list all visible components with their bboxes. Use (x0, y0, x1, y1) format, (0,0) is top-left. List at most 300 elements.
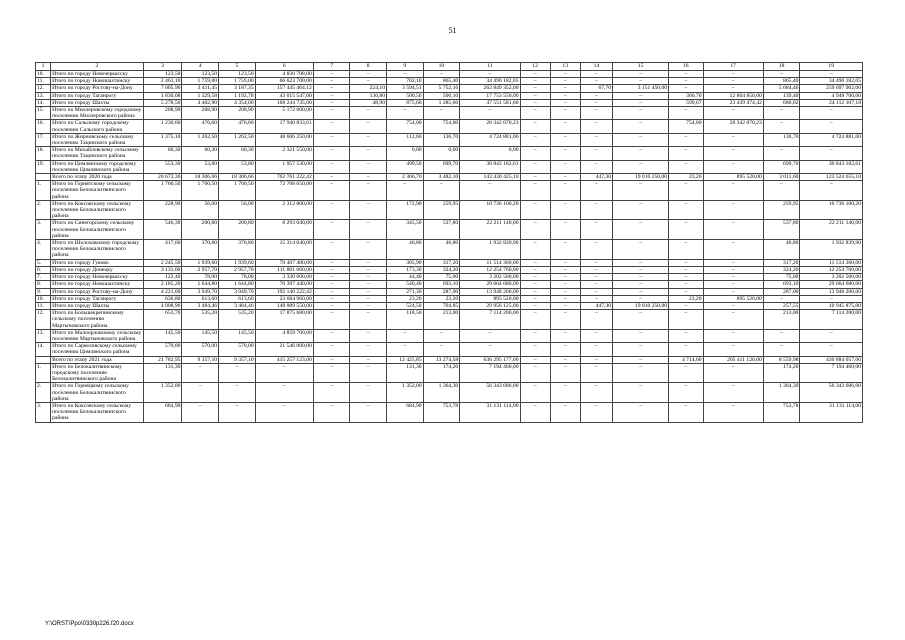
row-name-cell: Итого по городу Шахты (51, 302, 144, 309)
value-cell: 2 366,70 (387, 174, 424, 181)
value-cell: – (313, 147, 350, 160)
row-number-cell: 8. (36, 281, 51, 288)
value-cell: – (520, 120, 550, 133)
value-cell: – (350, 147, 387, 160)
table-row (36, 240, 863, 260)
value-cell: 3 330 600,00 (255, 274, 313, 281)
value-cell: 1 364,30 (763, 383, 800, 403)
value-cell: 131,30 (387, 363, 424, 383)
value-cell: 53,80 (182, 160, 219, 173)
row-number-cell: 1. (36, 181, 51, 201)
value-cell: – (313, 107, 350, 120)
value-cell: – (669, 402, 703, 422)
value-cell: – (550, 274, 580, 281)
value-cell: – (350, 363, 387, 383)
value-cell: 123,50 (182, 71, 219, 78)
value-cell: 4 221,00 (143, 288, 182, 295)
value-cell: 60,30 (182, 147, 219, 160)
value-cell: – (580, 402, 612, 422)
value-cell: – (313, 259, 350, 266)
value-cell: – (613, 288, 669, 295)
row-name-cell: Итого по городу Ростову-на-Дону (51, 288, 144, 295)
value-cell: 895 520,00 (703, 174, 763, 181)
value-cell: – (350, 200, 387, 220)
value-cell: – (580, 383, 612, 403)
value-cell: 1 352,00 (143, 383, 182, 403)
value-cell: – (703, 329, 763, 342)
value-cell: 1 760,50 (143, 181, 182, 201)
row-name-cell: Итого по городу Таганрогу (51, 295, 144, 302)
value-cell: – (613, 343, 669, 356)
value-cell: 0,00 (423, 147, 460, 160)
value-cell: – (520, 356, 550, 363)
value-cell: 168 244 735,00 (255, 99, 313, 106)
table-row (36, 78, 863, 85)
value-cell: – (219, 402, 256, 422)
value-cell: 78,00 (182, 274, 219, 281)
value-cell: – (255, 363, 313, 383)
value-cell: – (703, 181, 763, 201)
value-cell: 43 015 547,00 (255, 92, 313, 99)
value-cell: – (313, 310, 350, 330)
value-cell: – (387, 181, 424, 201)
value-cell: 570,00 (219, 343, 256, 356)
table-row (36, 71, 863, 78)
value-cell: – (313, 266, 350, 273)
value-cell: – (669, 71, 703, 78)
row-number-cell: 2. (36, 383, 51, 403)
row-name-cell: Итого по городу Таганрогу (51, 92, 144, 99)
column-header: 9 (387, 63, 424, 71)
value-cell: – (350, 274, 387, 281)
value-cell: 702,10 (387, 78, 424, 85)
value-cell: – (613, 92, 669, 99)
row-name-cell: Итого по Горнятскому сельскому поселению Белокалитвинского района (51, 181, 144, 201)
value-cell: 0,00 (460, 147, 520, 160)
value-cell: – (313, 174, 350, 181)
column-header: 3 (143, 63, 182, 71)
value-cell: – (550, 85, 580, 92)
value-cell: – (520, 71, 550, 78)
row-number-cell (36, 174, 51, 181)
value-cell: – (580, 266, 612, 273)
value-cell: 684,90 (387, 402, 424, 422)
value-cell: – (613, 99, 669, 106)
row-name-cell: Итого по Малоорловскому сельскому поселению Мартыновского района (52, 329, 142, 342)
value-cell: – (613, 220, 669, 240)
value-cell: 4 008,96 (143, 302, 182, 309)
value-cell: – (763, 329, 800, 342)
value-cell: 145,50 (143, 329, 182, 342)
value-cell: – (423, 181, 460, 201)
row-name-cell: Итого по Сальскому городскому поселению Сальского района (51, 120, 144, 133)
value-cell: 262 849 352,00 (460, 85, 520, 92)
value-cell: – (350, 181, 387, 201)
value-cell: – (350, 288, 387, 295)
value-cell: – (313, 71, 350, 78)
value-cell: – (580, 281, 612, 288)
value-cell: 172,90 (387, 200, 424, 220)
value-cell: – (313, 295, 350, 302)
value-cell: 754,00 (669, 120, 703, 133)
value-cell: – (703, 147, 763, 160)
value-cell: – (350, 343, 387, 356)
value-cell: – (703, 220, 763, 240)
value-cell: 537,80 (763, 220, 800, 240)
value-cell: 1 939,60 (219, 259, 256, 266)
value-cell: – (313, 200, 350, 220)
value-cell: 3 202 500,00 (800, 274, 863, 281)
value-cell: 613,60 (219, 295, 256, 302)
value-cell: – (613, 356, 669, 363)
value-cell: – (313, 302, 350, 309)
value-cell: – (520, 383, 550, 403)
value-cell: – (613, 160, 669, 173)
value-cell: – (800, 343, 863, 356)
value-cell: 75,00 (423, 274, 460, 281)
value-cell: 228,90 (143, 200, 182, 220)
value-cell: – (350, 133, 387, 146)
value-cell: 324,20 (763, 266, 800, 273)
value-cell: 447,30 (580, 302, 612, 309)
value-cell: – (550, 266, 580, 273)
value-cell: 174,20 (763, 363, 800, 383)
value-cell: 19 010 250,00 (613, 302, 669, 309)
value-cell: 415 257 123,00 (255, 356, 313, 363)
value-cell: – (800, 329, 863, 342)
value-cell: – (580, 160, 612, 173)
value-cell: 345,50 (387, 220, 424, 240)
value-cell: – (580, 133, 612, 146)
value-cell: 23,20 (387, 295, 424, 302)
table-row (36, 85, 863, 92)
table-row (36, 181, 863, 201)
value-cell: 570,00 (182, 343, 219, 356)
value-cell: – (520, 288, 550, 295)
value-cell: – (669, 107, 703, 120)
value-cell: – (387, 71, 424, 78)
value-cell: – (520, 295, 550, 302)
value-cell: – (313, 288, 350, 295)
value-cell: 3 949,70 (182, 288, 219, 295)
value-cell: 56 343 686,00 (460, 383, 520, 403)
value-cell: – (520, 200, 550, 220)
value-cell: – (313, 274, 350, 281)
value-cell: 13 948 200,00 (800, 288, 863, 295)
value-cell: – (580, 288, 612, 295)
value-cell: 70 397 440,00 (255, 281, 313, 288)
value-cell: – (550, 160, 580, 173)
table-row (36, 200, 863, 220)
row-number-cell: 14. (36, 99, 51, 106)
value-cell: 636,80 (143, 295, 182, 302)
value-cell: – (550, 310, 580, 330)
value-cell: 23,20 (423, 295, 460, 302)
value-cell: 370,80 (219, 240, 256, 260)
value-cell: 28 342 070,23 (703, 120, 763, 133)
value-cell: 13 948 200,00 (460, 288, 520, 295)
value-cell: 500,50 (387, 92, 424, 99)
value-cell: 145,50 (182, 329, 219, 342)
value-cell: – (669, 85, 703, 92)
row-number-cell: 4. (36, 240, 51, 260)
value-cell: – (669, 160, 703, 173)
value-cell: – (703, 310, 763, 330)
value-cell: – (350, 402, 387, 422)
value-cell: 118,50 (387, 310, 424, 330)
value-cell: – (520, 85, 550, 92)
value-cell: 271,30 (387, 288, 424, 295)
value-cell: – (219, 383, 256, 403)
value-cell: 75,00 (763, 274, 800, 281)
value-cell: – (580, 343, 612, 356)
value-cell: 17 940 833,61 (255, 120, 313, 133)
value-cell: – (520, 181, 550, 201)
value-cell: – (350, 259, 387, 266)
value-cell: – (669, 147, 703, 160)
value-cell: 2 185,20 (143, 281, 182, 288)
value-cell: 2 312 800,00 (255, 200, 313, 220)
value-cell: 476,60 (182, 120, 219, 133)
row-number-cell: 12. (36, 85, 51, 92)
value-cell: 56 343 686,00 (800, 383, 863, 403)
value-cell: – (350, 281, 387, 288)
value-cell: 1 262,50 (182, 133, 219, 146)
value-cell: 317,20 (423, 259, 460, 266)
table-row (36, 107, 863, 120)
value-cell: – (613, 274, 669, 281)
value-cell: – (387, 107, 424, 120)
row-name-cell: Всего по этапу 2021 года (51, 356, 144, 363)
value-cell: 4 402,90 (182, 99, 219, 106)
value-cell: – (580, 78, 612, 85)
value-cell: 447,30 (580, 174, 612, 181)
value-cell: 1 760,50 (182, 181, 219, 201)
value-cell: 370,80 (182, 240, 219, 260)
value-cell: 5 752,16 (423, 85, 460, 92)
row-number-cell: 13. (36, 329, 51, 342)
row-name-cell: Итого по Синегорскому сельскому поселению Белокалитвинского района (51, 220, 144, 240)
value-cell: – (313, 220, 350, 240)
value-cell: – (550, 99, 580, 106)
value-cell: – (423, 329, 460, 342)
value-cell: – (669, 329, 703, 342)
value-cell: 12 804 850,00 (703, 92, 763, 99)
value-cell: 3 202 500,00 (460, 274, 520, 281)
value-cell: – (182, 363, 219, 383)
column-header: 19 (800, 63, 863, 71)
value-cell: 29 664 680,00 (800, 281, 863, 288)
value-cell: 1 932 839,90 (460, 240, 520, 260)
value-cell: – (350, 174, 387, 181)
value-cell: 3 131,00 (143, 266, 182, 273)
value-cell: 20 673,36 (143, 174, 182, 181)
value-cell: 72 708 650,00 (255, 181, 313, 201)
value-cell: – (313, 383, 350, 403)
value-cell: 1 329,58 (182, 92, 219, 99)
value-cell: 287,00 (763, 288, 800, 295)
value-cell: 29 956 125,00 (460, 302, 520, 309)
value-cell: – (613, 363, 669, 383)
value-cell: 553,30 (143, 160, 182, 173)
value-cell: – (580, 147, 612, 160)
value-cell: – (613, 329, 669, 342)
value-cell: – (520, 259, 550, 266)
value-cell: – (703, 259, 763, 266)
value-cell: 17 875 680,00 (255, 310, 313, 330)
value-cell: 18 306,66 (182, 174, 219, 181)
table-row (36, 160, 863, 173)
value-cell: 4 724 881,00 (460, 133, 520, 146)
value-cell: – (800, 107, 863, 120)
value-cell: 31 131 114,00 (800, 402, 863, 422)
row-name-cell: Итого по Михайловскому сельскому поселению Тацинского района (51, 147, 144, 160)
value-cell: 213,00 (423, 310, 460, 330)
value-cell: – (580, 220, 612, 240)
value-cell: – (520, 402, 550, 422)
value-cell: – (350, 383, 387, 403)
value-cell: 537,80 (423, 220, 460, 240)
value-cell: – (350, 71, 387, 78)
value-cell: – (669, 383, 703, 403)
row-number-cell: 6. (36, 266, 51, 273)
value-cell: 224,10 (350, 85, 387, 92)
value-cell: – (613, 107, 669, 120)
value-cell: – (460, 329, 520, 342)
value-cell: 5 172 600,00 (255, 107, 313, 120)
value-cell: – (313, 356, 350, 363)
value-cell: – (520, 147, 550, 160)
value-cell: – (613, 295, 669, 302)
value-cell: 4 948 700,00 (800, 92, 863, 99)
value-cell: 7 005,96 (143, 85, 182, 92)
value-cell: – (669, 281, 703, 288)
value-cell: – (520, 363, 550, 383)
value-cell: 895 520,00 (703, 295, 763, 302)
value-cell: 4 830 708,00 (255, 71, 313, 78)
table-row (36, 288, 863, 295)
value-cell: 540,40 (387, 281, 424, 288)
value-cell: – (703, 363, 763, 383)
value-cell: – (550, 220, 580, 240)
row-name-cell: Итого по городу Ростову-на-Дону (51, 85, 144, 92)
value-cell: 3 187,35 (219, 85, 256, 92)
value-cell: 208,90 (182, 107, 219, 120)
value-cell: 1 760,50 (219, 181, 256, 201)
footer-file-path: Y:\ORST\Ppo\0330p226.f20.docx (45, 621, 134, 627)
value-cell: 693,10 (423, 281, 460, 288)
value-cell: – (550, 356, 580, 363)
table-header-row (36, 63, 863, 71)
value-cell: 60,30 (219, 147, 256, 160)
value-cell: 895 520,00 (460, 295, 520, 302)
table-row (36, 356, 863, 363)
value-cell: 78,00 (219, 274, 256, 281)
value-cell: – (520, 107, 550, 120)
value-cell: 34 490 182,05 (800, 78, 863, 85)
value-cell: 754,00 (423, 120, 460, 133)
value-cell: 257,55 (763, 302, 800, 309)
value-cell: – (550, 181, 580, 201)
value-cell: 1 759,00 (182, 78, 219, 85)
value-cell: – (387, 343, 424, 356)
value-cell: – (580, 329, 612, 342)
column-header: 2 (51, 63, 144, 71)
value-cell: – (550, 259, 580, 266)
value-cell: – (460, 71, 520, 78)
value-cell: 7 114 200,00 (800, 310, 863, 330)
value-cell: 192 140 222,42 (255, 288, 313, 295)
value-cell: – (350, 356, 387, 363)
value-cell: – (520, 160, 550, 173)
value-cell: 699,70 (423, 160, 460, 173)
row-name-cell: Итого по Миллеровскому городскому поселению Миллеровского района (52, 107, 142, 120)
value-cell: – (613, 240, 669, 260)
value-cell: – (313, 99, 350, 106)
table-row (36, 363, 863, 383)
column-header: 1 (36, 63, 51, 71)
value-cell: – (550, 281, 580, 288)
column-header: 12 (520, 63, 550, 71)
value-cell: – (350, 240, 387, 260)
value-cell: 23 684 960,00 (255, 295, 313, 302)
column-header: 15 (613, 63, 669, 71)
value-cell: – (350, 302, 387, 309)
value-cell: – (669, 363, 703, 383)
value-cell: 47 551 581,60 (460, 99, 520, 106)
value-cell: 18 306,66 (219, 174, 256, 181)
value-cell: 570,00 (143, 343, 182, 356)
value-cell: 8 559,98 (763, 356, 800, 363)
value-cell: 5 278,50 (143, 99, 182, 106)
row-name-cell: Итого по Жирновскому сельскому поселению Тацинского района (51, 133, 144, 146)
value-cell: 1 375,10 (143, 133, 182, 146)
row-name-cell: Итого по городу Новошахтинску (51, 281, 144, 288)
column-header: 16 (669, 63, 703, 71)
value-cell: 148 089 550,00 (255, 302, 313, 309)
value-cell: – (703, 78, 763, 85)
value-cell: – (550, 288, 580, 295)
value-cell: – (550, 92, 580, 99)
value-cell: – (313, 329, 350, 342)
value-cell: 200,80 (219, 220, 256, 240)
value-cell: – (550, 343, 580, 356)
value-cell: – (613, 310, 669, 330)
value-cell: – (703, 133, 763, 146)
value-cell: – (460, 181, 520, 201)
table-row (36, 343, 863, 356)
value-cell: 0,00 (387, 147, 424, 160)
value-cell: 139,40 (763, 92, 800, 99)
value-cell: – (669, 240, 703, 260)
value-cell: – (460, 107, 520, 120)
value-cell: 2 321 550,00 (255, 147, 313, 160)
value-cell: – (669, 274, 703, 281)
value-cell: 3 411,45 (182, 85, 219, 92)
value-cell: – (387, 329, 424, 342)
value-cell: – (550, 302, 580, 309)
value-cell: 145,50 (219, 329, 256, 342)
value-cell: 7 194 460,00 (460, 363, 520, 383)
value-cell: 48 606 250,00 (255, 133, 313, 146)
value-cell: 753,78 (423, 402, 460, 422)
data-table (35, 62, 863, 423)
value-cell: – (703, 200, 763, 220)
value-cell: 11 514 360,00 (800, 259, 863, 266)
value-cell: 3 484,46 (219, 302, 256, 309)
value-cell: – (550, 383, 580, 403)
value-cell: – (550, 71, 580, 78)
